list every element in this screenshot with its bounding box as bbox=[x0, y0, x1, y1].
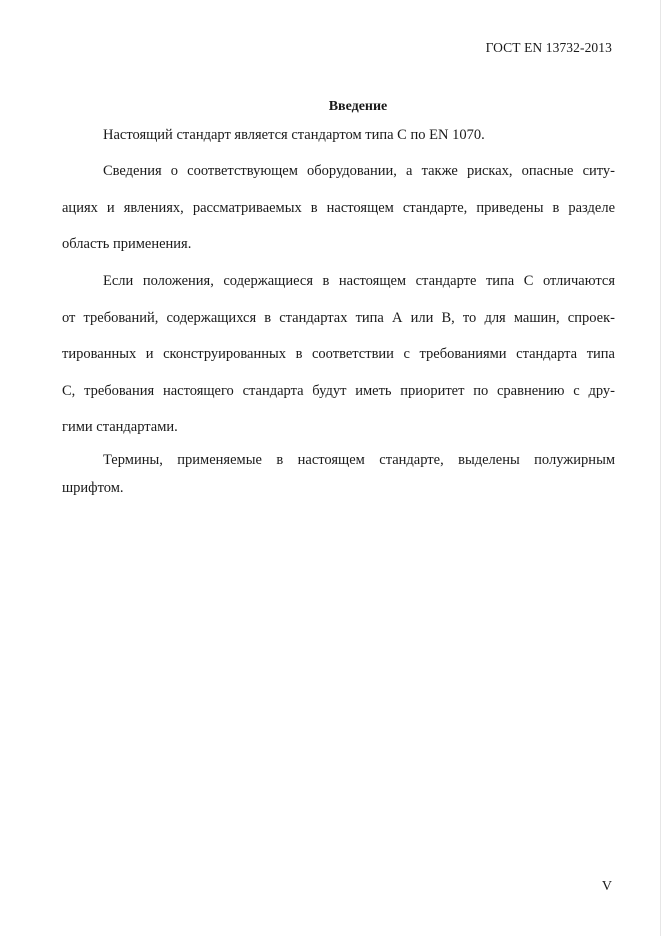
paragraph-2 bbox=[62, 153, 615, 263]
document-code: ГОСТ EN 13732-2013 bbox=[485, 40, 612, 55]
paragraph-line: С, требования настоящего стандарта будут иметь приоритет по сравнению с дру- bbox=[62, 382, 615, 399]
paragraph-3 bbox=[62, 263, 615, 446]
paragraph-line: ациях и явлениях, рассматриваемых в настоящем стандарте, приведены в разделе bbox=[62, 199, 615, 216]
paragraph-1 bbox=[62, 125, 615, 145]
paragraph-line: шрифтом. bbox=[62, 480, 124, 496]
paragraph-line: Если положения, содержащиеся в настоящем стандарте типа С отличаются bbox=[103, 273, 615, 289]
paragraph-line: Настоящий стандарт является стандартом типа С по EN 1070. bbox=[103, 127, 485, 143]
paragraph-line: Термины, применяемые в настоящем стандарте, выделены полужирным bbox=[103, 452, 615, 468]
paragraph-4 bbox=[62, 446, 615, 502]
section-title: Введение bbox=[328, 99, 388, 114]
paragraph-line: от требований, содержащихся в стандартах типа А или В, то для машин, спроек- bbox=[62, 309, 615, 326]
page-number: V bbox=[601, 879, 612, 894]
paragraph-line: Сведения о соответствующем оборудовании, а также рисках, опасные ситу- bbox=[103, 163, 615, 179]
paragraph-line: область применения. bbox=[62, 236, 192, 252]
paragraph-line: тированных и сконструированных в соответствии с требованиями стандарта типа bbox=[62, 346, 615, 362]
paragraph-line: гими стандартами. bbox=[62, 419, 178, 435]
